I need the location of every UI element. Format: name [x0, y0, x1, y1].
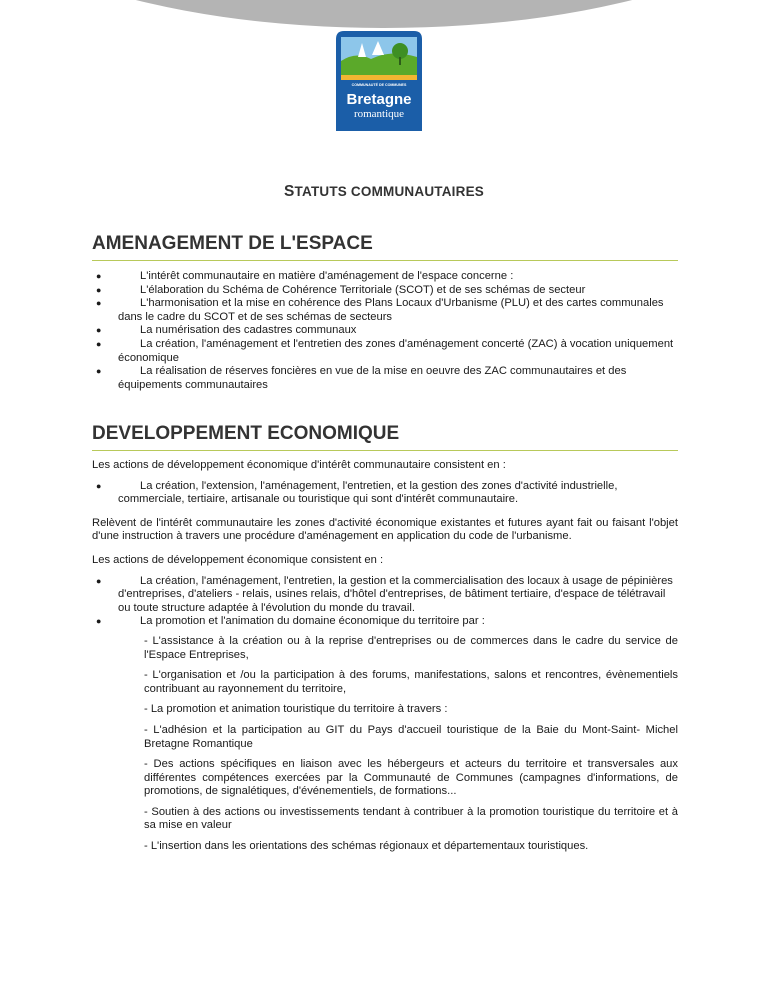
bullet-icon: ●: [96, 366, 102, 377]
bullet-icon: ●: [96, 480, 102, 491]
document-title-rest: TATUTS COMMUNAUTAIRES: [294, 184, 484, 199]
section-developpement: [92, 423, 678, 854]
bullet-icon: ●: [96, 575, 102, 586]
logo-tagline: COMMUNAUTÉ DE COMMUNES: [351, 83, 407, 87]
list-item-text: La numérisation des cadastres communaux: [140, 324, 357, 337]
list-item: [92, 365, 678, 392]
bretagne-romantique-logo: [336, 31, 422, 131]
list-item-text: La réalisation de réserves foncières en vue de la mise en oeuvre des ZAC communautaires et des équipements communautaires: [118, 365, 627, 391]
list-item-text: La création, l'extension, l'aménagement, l'entretien, et la gestion des zones d'activité industrielle, commerciale, tertiaire, artisanale ou touristique qui sont d'intérêt communautaire.: [118, 479, 618, 506]
bullet-icon: ●: [96, 325, 102, 336]
list-item: [92, 270, 678, 284]
list-item: [92, 480, 678, 507]
logo-name-line2: romantique: [353, 108, 405, 120]
sub-item: - La promotion et animation touristique du territoire à travers :: [144, 703, 448, 716]
logo-name-line1: Bretagne: [346, 91, 412, 108]
list-item-text: La création, l'aménagement, l'entretien, la gestion et la commercialisation des locaux à usage de pépinières d'entreprises, d'ateliers - relais, usines relais, d'hôtel d'entreprises, de bâtiment tertiaire, d'espace de télétravail ou toute structure adaptée à l'évolution du monde du travail.: [118, 574, 673, 614]
section-heading: AMENAGEMENT DE L'ESPACE: [92, 233, 678, 261]
bullet-icon: ●: [96, 338, 102, 349]
sub-item: - L'insertion dans les orientations des schémas régionaux et départementaux touristiques.: [144, 840, 589, 853]
list-item-text: La création, l'aménagement et l'entretien des zones d'aménagement concerté (ZAC) à vocation uniquement économique: [118, 337, 674, 364]
list-item-text: L'harmonisation et la mise en cohérence des Plans Locaux d'Urbanisme (PLU) et des cartes communales dans le cadre du SCOT et de ses schémas de secteurs: [118, 297, 664, 323]
section-heading: DEVELOPPEMENT ECONOMIQUE: [92, 423, 678, 451]
header-arc: [0, 0, 768, 28]
list-item: [92, 324, 678, 338]
list-item: [92, 615, 678, 629]
sub-item: - L'adhésion et la participation au GIT du Pays d'accueil touristique de la Baie du Mont-Saint- Michel Bretagne Romantique: [144, 723, 678, 750]
bullet-list: [92, 270, 678, 392]
document-title-initial: S: [284, 183, 295, 200]
list-item-text: L'intérêt communautaire en matière d'aménagement de l'espace concerne :: [140, 270, 514, 282]
sub-item: - Soutien à des actions ou investissements tendant à contribuer à la promotion touristique du territoire et à sa mise en valeur: [144, 805, 678, 832]
list-item-text: L'élaboration du Schéma de Cohérence Territoriale (SCOT) et de ses schémas de secteur: [140, 283, 586, 296]
bullet-icon: ●: [96, 616, 102, 627]
sub-item: - L'assistance à la création ou à la reprise d'entreprises ou de commerces dans le cadre du service de l'Espace Entreprises,: [144, 634, 678, 661]
bullet-list: [92, 575, 678, 629]
sub-item: - Des actions spécifiques en liaison avec les hébergeurs et acteurs du territoire et transversales aux différentes compétences exercées par la Communauté de Communes (campagnes d'informations, de promotions, de signalétiques, d'événementiels, de formations...: [144, 758, 678, 798]
bullet-icon: ●: [96, 284, 102, 295]
list-item: [92, 284, 678, 298]
bullet-icon: ●: [96, 271, 102, 281]
list-item: [92, 575, 678, 616]
paragraph: Les actions de développement économique consistent en :: [92, 553, 384, 566]
list-item: [92, 338, 678, 365]
section-amenagement: [92, 233, 678, 392]
bullet-icon: ●: [96, 298, 102, 309]
document-title: [0, 183, 768, 201]
list-item: [92, 297, 678, 324]
bullet-list: [92, 480, 678, 507]
list-item-text: La promotion et l'animation du domaine économique du territoire par :: [140, 615, 485, 628]
sub-item: - L'organisation et /ou la participation à des forums, manifestations, salons et rencontres, évènementiels contribuant au rayonnement du territoire,: [144, 669, 678, 695]
paragraph: Relèvent de l'intérêt communautaire les zones d'activité économique existantes et futures ayant fait ou faisant l'objet d'une instruction à travers une procédure d'aménagement en application du code de l'urbanisme.: [92, 516, 678, 543]
paragraph: Les actions de développement économique d'intérêt communautaire consistent en :: [92, 459, 506, 471]
